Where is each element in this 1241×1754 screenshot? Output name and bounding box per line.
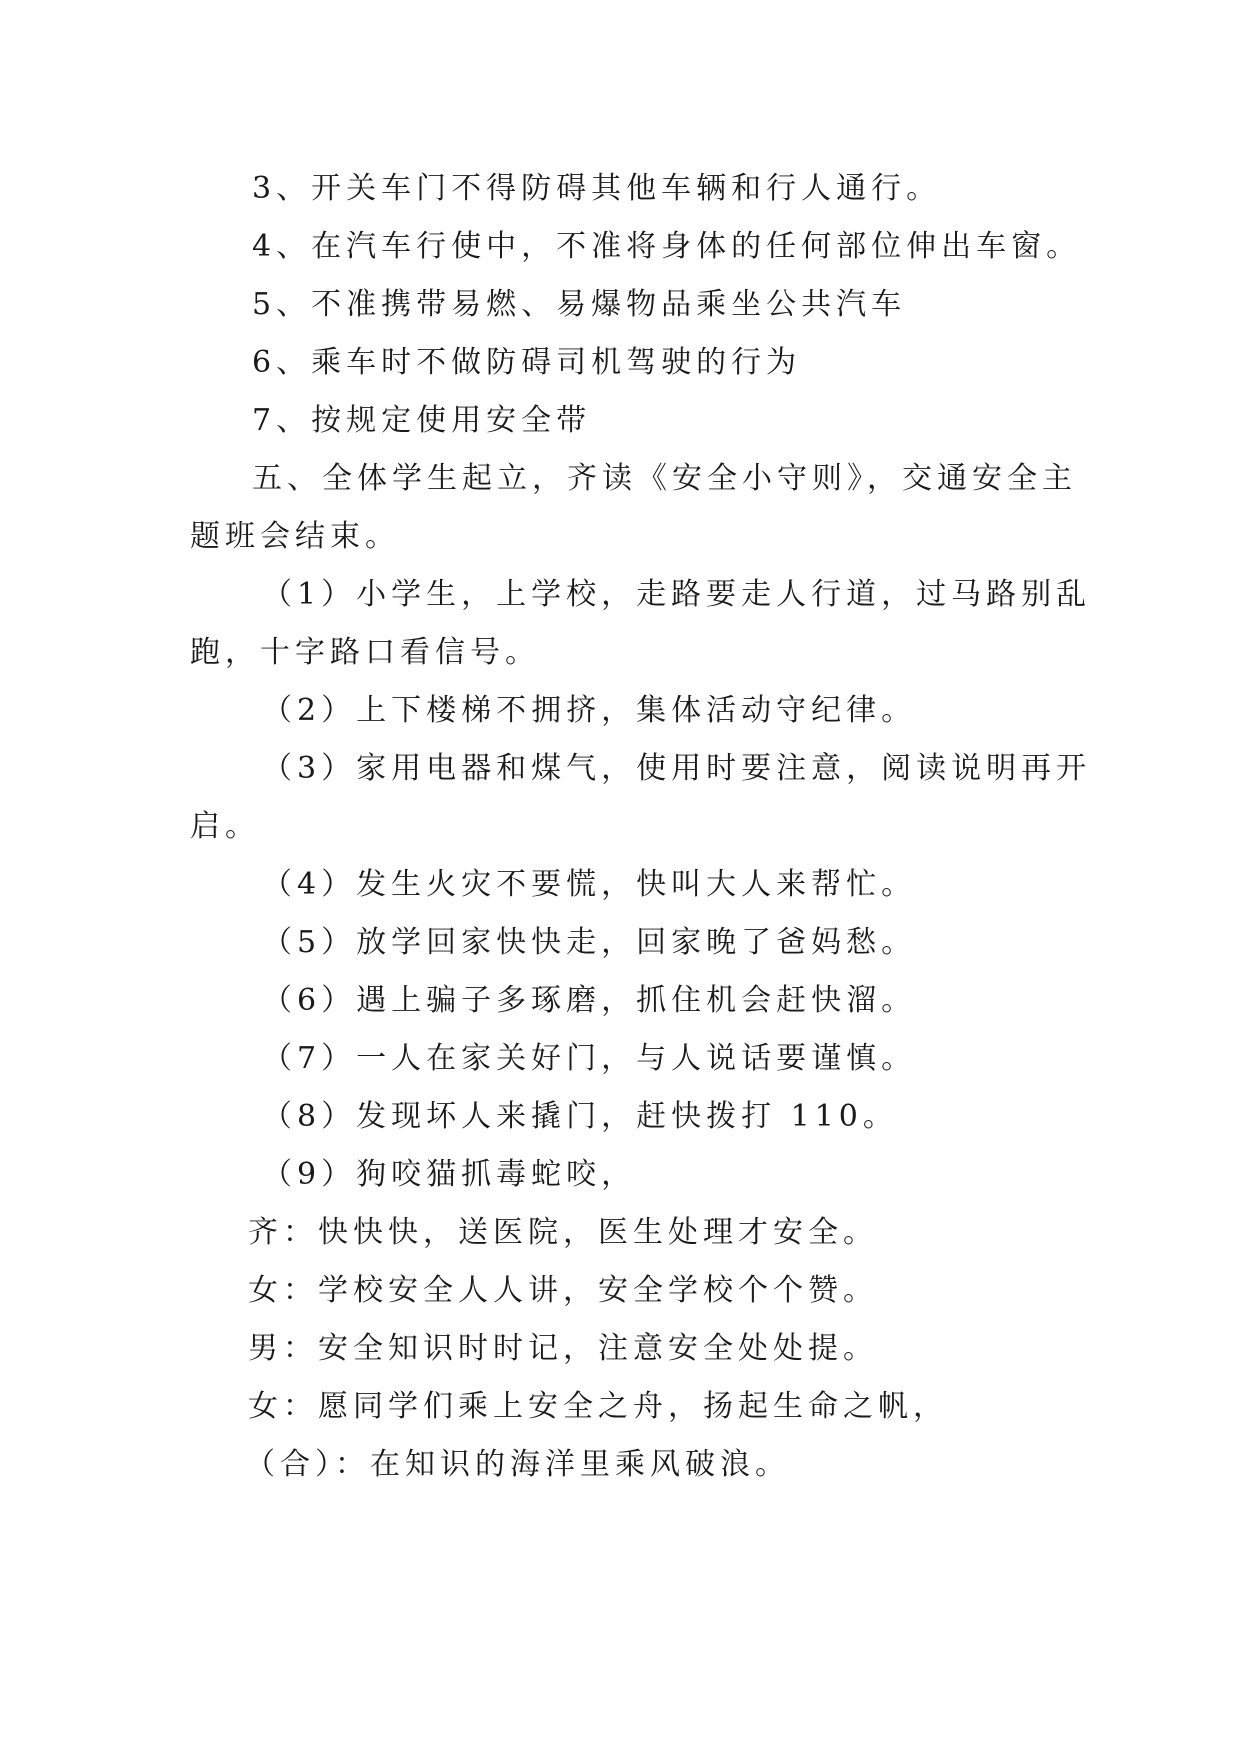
speaker-line: 女：学校安全人人讲，安全学校个个赞。	[248, 1273, 878, 1308]
speaker-line: 齐：快快快，送医院，医生处理才安全。	[248, 1215, 878, 1250]
rule-item-line: （9）狗咬猫抓毒蛇咬，	[262, 1157, 637, 1192]
speaker-line: （合）：在知识的海洋里乘风破浪。	[245, 1447, 790, 1482]
speaker-line: 男：安全知识时时记，注意安全处处提。	[248, 1331, 878, 1366]
rule-item-line: （3）家用电器和煤气，使用时要注意，阅读说明再开	[262, 751, 1092, 786]
rule-item-line: （5）放学回家快快走，回家晚了爸妈愁。	[262, 925, 917, 960]
paragraph-line: 6、乘车时不做防碍司机驾驶的行为	[252, 345, 802, 380]
rule-item-line: （2）上下楼梯不拥挤，集体活动守纪律。	[262, 693, 917, 728]
paragraph-line: 4、在汽车行使中，不准将身体的任何部位伸出车窗。	[252, 229, 1082, 264]
speaker-line: 女：愿同学们乘上安全之舟，扬起生命之帆，	[248, 1389, 948, 1424]
paragraph-line: 3、开关车门不得防碍其他车辆和行人通行。	[252, 171, 942, 206]
paragraph-continuation: 启。	[190, 809, 260, 844]
section-heading-line: 五、全体学生起立，齐读《安全小守则》，交通安全主	[252, 461, 1077, 496]
paragraph-continuation: 题班会结束。	[190, 519, 400, 554]
document-body	[190, 160, 1092, 1494]
paragraph-line: 7、按规定使用安全带	[252, 403, 592, 438]
rule-item-line: （7）一人在家关好门，与人说话要谨慎。	[262, 1041, 917, 1076]
rule-item-line: （4）发生火灾不要慌，快叫大人来帮忙。	[262, 867, 917, 902]
rule-item-line: （8）发现坏人来撬门，赶快拨打 110。	[262, 1099, 898, 1134]
paragraph-continuation: 跑，十字路口看信号。	[190, 635, 540, 670]
rule-item-line: （6）遇上骗子多琢磨，抓住机会赶快溜。	[262, 983, 917, 1018]
paragraph-line: 5、不准携带易燃、易爆物品乘坐公共汽车	[252, 287, 907, 322]
rule-item-line: （1）小学生，上学校，走路要走人行道，过马路别乱	[262, 577, 1092, 612]
